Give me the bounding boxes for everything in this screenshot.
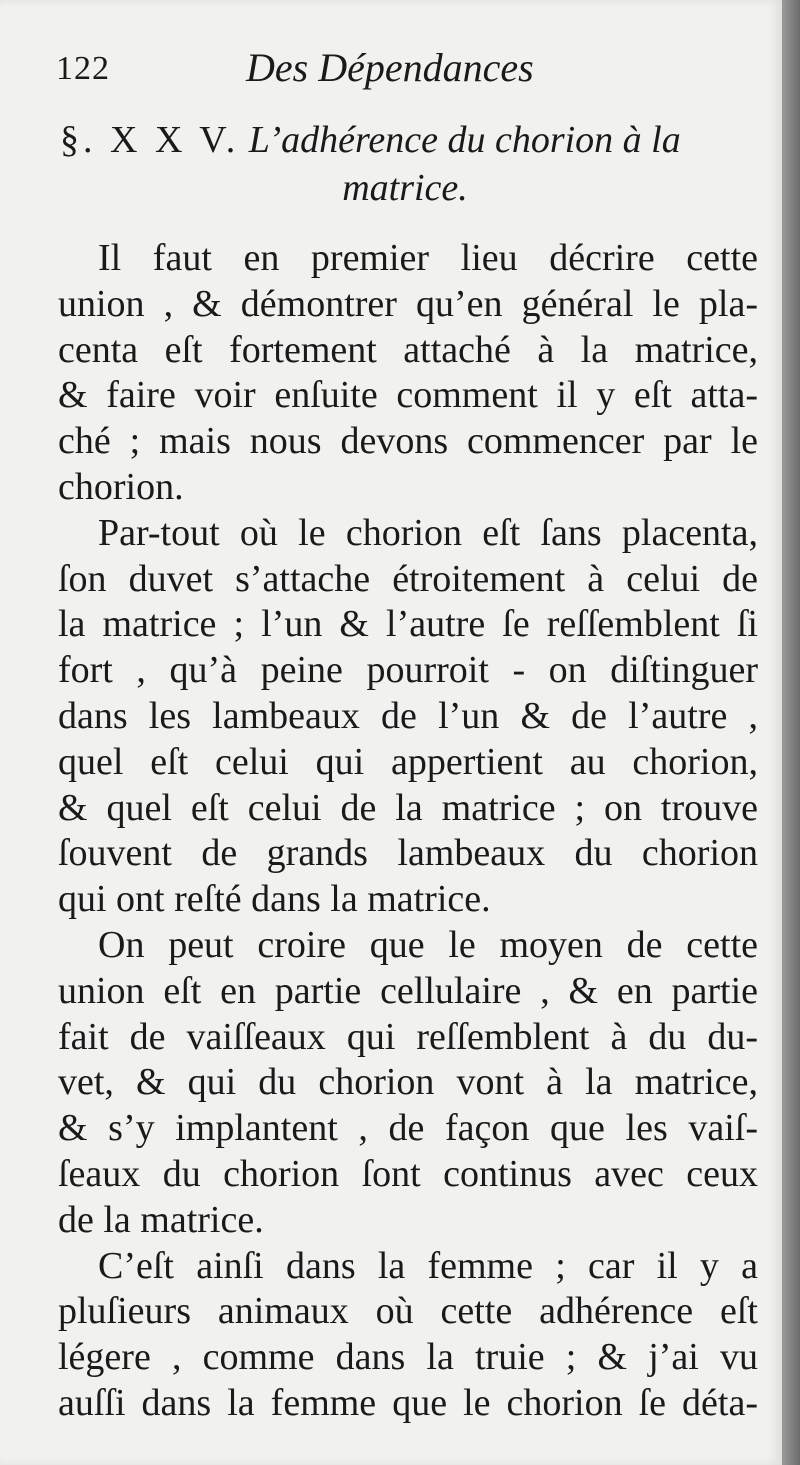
- text-line: dans les lambeaux de l’un & de l’autre ,: [58, 694, 758, 737]
- section-heading: [60, 118, 750, 209]
- text-line: qui ont reſté dans la matrice.: [58, 878, 491, 921]
- section-mark: §. X X V.: [60, 119, 240, 161]
- text-line: ſouvent de grands lambeaux du chorion: [58, 832, 758, 875]
- section-title-line2: matrice.: [342, 167, 468, 209]
- text-line: union eſt en partie cellulaire , & en partie: [58, 969, 758, 1012]
- paragraph-1: [58, 236, 758, 511]
- paragraph-2: [58, 511, 758, 923]
- text-line: On peut croire que le moyen de cette: [98, 923, 758, 966]
- text-line: C’eſt ainſi dans la femme ; car il y a: [98, 1244, 758, 1287]
- text-line: ſon duvet s’attache étroitement à celui de: [58, 557, 758, 600]
- text-line: légere , comme dans la truie ; & j’ai vu: [58, 1336, 758, 1379]
- text-line: chorion.: [58, 465, 184, 508]
- text-line: la matrice ; l’un & l’autre ſe reſſemblent ſi: [58, 603, 758, 646]
- text-line: & quel eſt celui de la matrice ; on trouve: [58, 786, 758, 829]
- text-line: Par-tout où le chorion eſt ſans placenta,: [98, 511, 758, 554]
- text-line: auſſi dans la femme que le chorion ſe déta-: [58, 1381, 758, 1424]
- text-line: de la matrice.: [58, 1198, 264, 1241]
- text-line: fort , qu’à peine pourroit - on diſtinguer: [58, 649, 758, 692]
- text-line: ché ; mais nous devons commencer par le: [58, 420, 758, 463]
- body-text: [58, 236, 758, 1427]
- text-line: quel eſt celui qui appertient au chorion,: [58, 740, 758, 783]
- running-head: [56, 44, 746, 104]
- page-number: 122: [56, 50, 110, 87]
- text-line: pluſieurs animaux où cette adhérence eſt: [58, 1290, 758, 1333]
- text-line: union , & démontrer qu’en général le pla-: [58, 282, 758, 325]
- text-line: Il faut en premier lieu décrire cette: [98, 237, 758, 279]
- paragraph-4: [58, 1244, 758, 1427]
- text-line: centa eſt fortement attaché à la matrice,: [58, 328, 758, 371]
- text-line: ſeaux du chorion ſont continus avec ceux: [58, 1152, 758, 1195]
- running-title: Des Dépendances: [246, 45, 534, 90]
- section-title-line1: L’adhérence du chorion à la: [248, 119, 681, 161]
- text-line: & s’y implantent , de façon que les vaiſ-: [58, 1107, 758, 1150]
- text-line: & faire voir enſuite comment il y eſt atta-: [58, 374, 758, 417]
- text-line: fait de vaiſſeaux qui reſſemblent à du du-: [58, 1015, 758, 1058]
- page-edge-shadow: [782, 0, 800, 1465]
- paragraph-3: [58, 923, 758, 1244]
- text-line: vet, & qui du chorion vont à la matrice,: [58, 1061, 758, 1104]
